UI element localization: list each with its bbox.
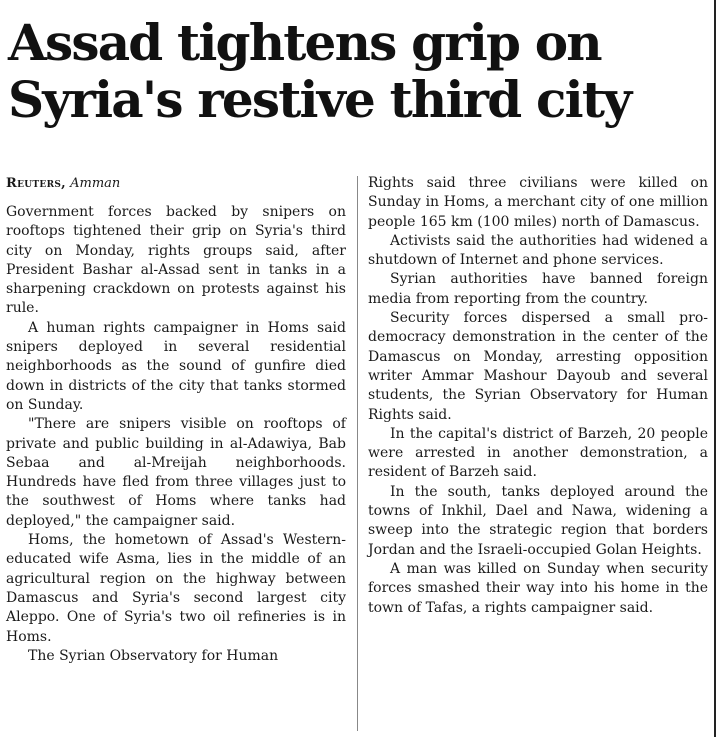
paragraph: "There are snipers visible on rooftops of private and public building in al-Adawiya, Bab Sebaa and al-Mreijah neighborhoods. Hundreds have fled from three villages just to the southwest of Homs where tanks had deployed," the campaigner said. [6, 416, 346, 529]
page-edge-rule [714, 0, 716, 737]
paragraph: Activists said the authorities had widened a shutdown of Internet and phone services. [368, 232, 708, 269]
paragraph: In the south, tanks deployed around the towns of Inkhil, Dael and Nawa, widening a sweep into the strategic region that borders Jordan and the Israeli-occupied Golan Heights. [368, 483, 708, 558]
headline [8, 14, 708, 128]
paragraph: Syrian authorities have banned foreign media from reporting from the country. [368, 271, 708, 307]
byline-dateline: Amman [70, 176, 121, 191]
headline-line-2: Syria's restive third city [8, 70, 631, 129]
article-column-left [6, 174, 346, 666]
paragraph: Homs, the hometown of Assad's Western-educated wife Asma, lies in the middle of an agricultural region on the highway between Damascus and Syria's second largest city Aleppo. One of Syria's two oil refineries is in Homs. [6, 532, 346, 645]
byline-agency: Reuters, [6, 176, 66, 191]
paragraph: Rights said three civilians were killed on Sunday in Homs, a merchant city of one million people 165 km (100 miles) north of Damascus. [368, 175, 708, 230]
paragraph: Government forces backed by snipers on rooftops tightened their grip on Syria's third city on Monday, rights groups said, after President Bashar al-Assad sent in tanks in a sharpening crackdown on protests against his rule. [6, 204, 346, 317]
byline [6, 174, 346, 193]
paragraph: In the capital's district of Barzeh, 20 people were arrested in another demonstration, a resident of Barzeh said. [368, 425, 708, 481]
paragraph: A human rights campaigner in Homs said snipers deployed in several residential neighborhoods as the sound of gunfire died down in districts of the city that tanks stormed on Sunday. [6, 319, 346, 413]
column-divider [357, 176, 358, 731]
paragraph: Security forces dispersed a small pro-democracy demonstration in the center of the Damascus on Monday, arresting opposition writer Ammar Mashour Dayoub and several students, the Syrian Observatory for Human Rights said. [368, 310, 708, 423]
article-column-right [368, 174, 708, 618]
paragraph: The Syrian Observatory for Human [28, 647, 279, 664]
paragraph: A man was killed on Sunday when security forces smashed their way into his home in the town of Tafas, a rights campaigner said. [368, 560, 708, 616]
headline-line-1: Assad tightens grip on [8, 13, 601, 72]
